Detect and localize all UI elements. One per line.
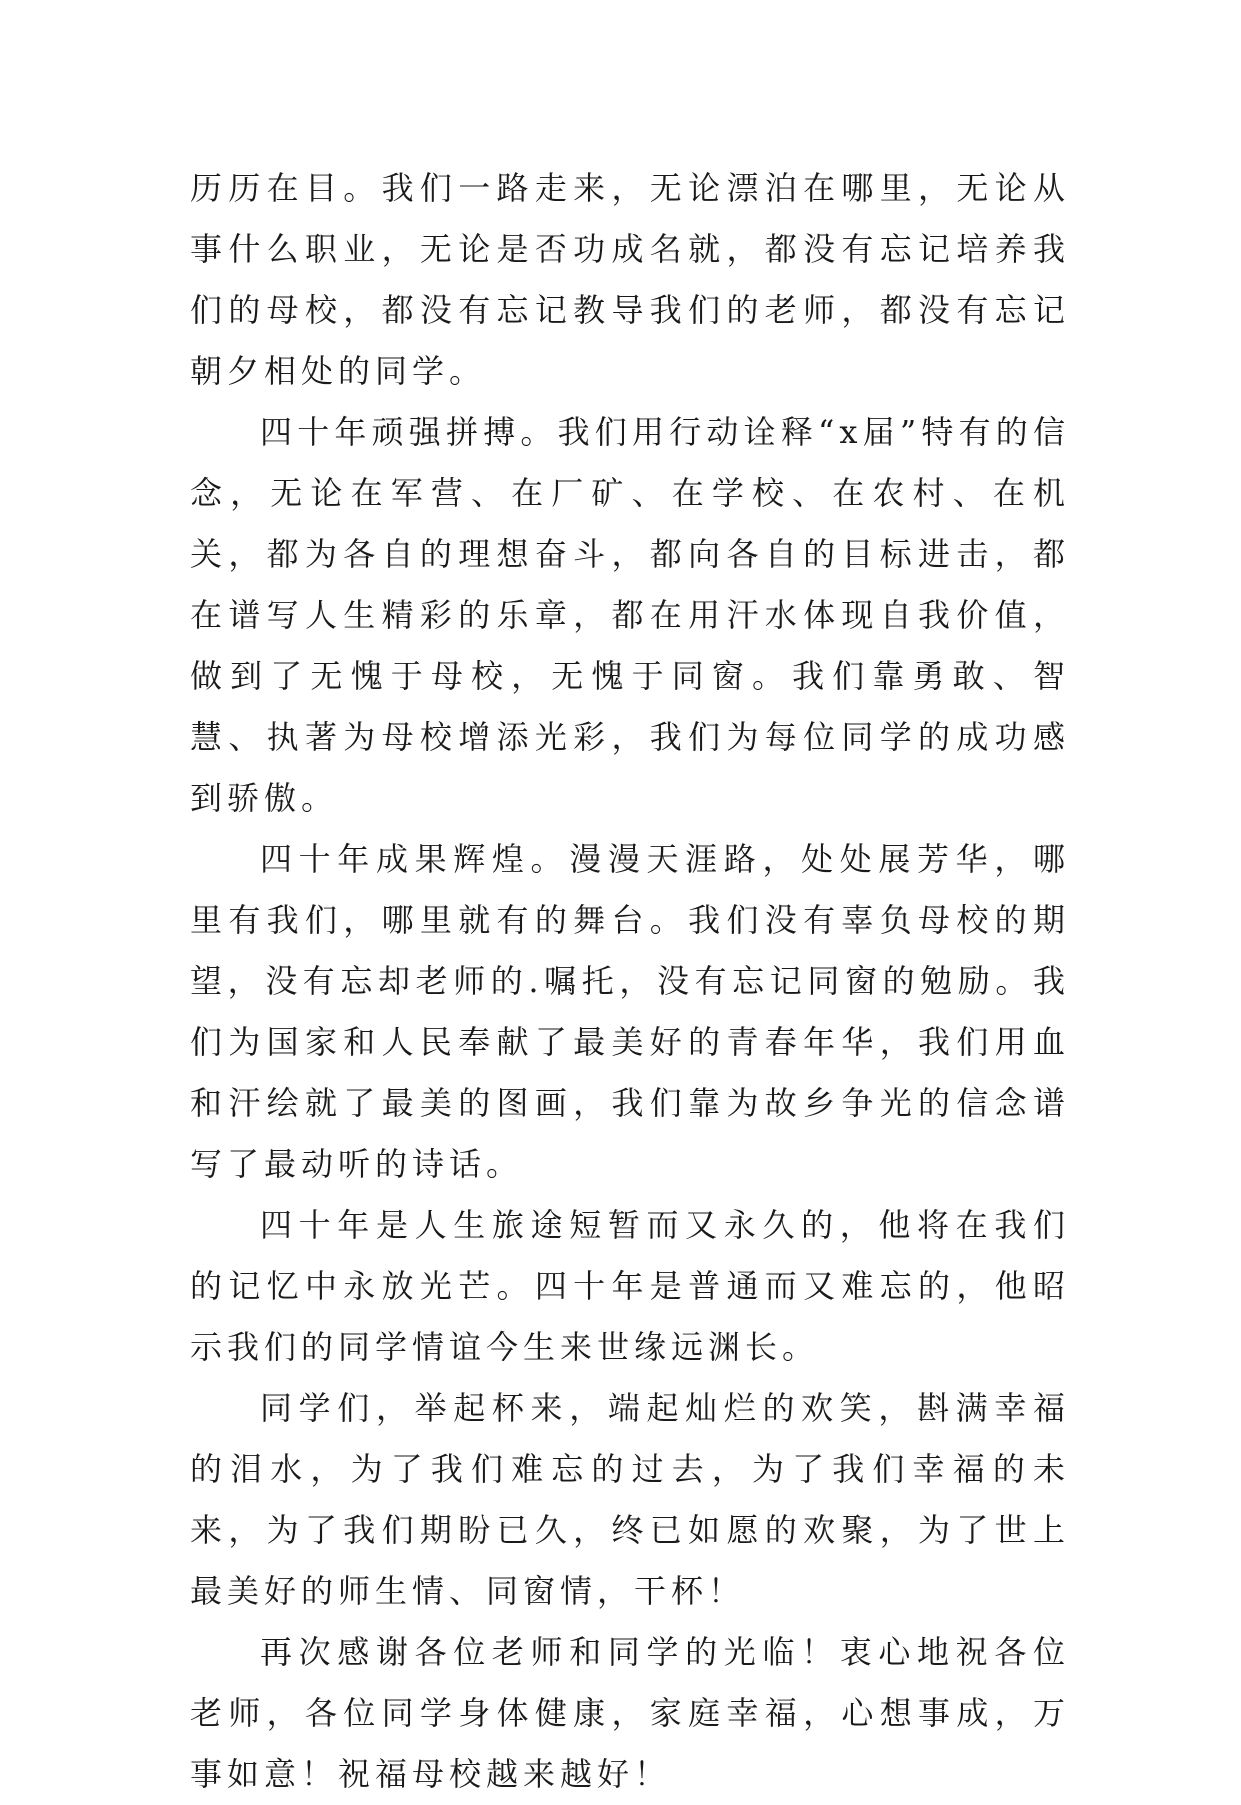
document-body — [190, 158, 1070, 1805]
paragraph-3: 四十年成果辉煌。漫漫天涯路，处处展芳华，哪里有我们，哪里就有的舞台。我们没有辜负母校的期望，没有忘却老师的.嘱托，没有忘记同窗的勉励。我们为国家和人民奉献了最美好的青春年华，我们用血和汗绘就了最美的图画，我们靠为故乡争光的信念谱写了最动听的诗话。 — [190, 840, 1070, 1183]
paragraph-5: 同学们，举起杯来，端起灿烂的欢笑，斟满幸福的泪水，为了我们难忘的过去，为了我们幸福的未来，为了我们期盼已久，终已如愿的欢聚，为了世上最美好的师生情、同窗情，干杯！ — [190, 1389, 1070, 1610]
paragraph-1: 历历在目。我们一路走来，无论漂泊在哪里，无论从事什么职业，无论是否功成名就，都没有忘记培养我们的母校，都没有忘记教导我们的老师，都没有忘记朝夕相处的同学。 — [190, 169, 1070, 390]
paragraph-6: 再次感谢各位老师和同学的光临！衷心地祝各位老师，各位同学身体健康，家庭幸福，心想事成，万事如意！祝福母校越来越好！ — [190, 1633, 1070, 1793]
paragraph-4: 四十年是人生旅途短暂而又永久的，他将在我们的记忆中永放光芒。四十年是普通而又难忘的，他昭示我们的同学情谊今生来世缘远渊长。 — [190, 1206, 1070, 1366]
paragraph-2: 四十年顽强拼搏。我们用行动诠释“x届”特有的信念，无论在军营、在厂矿、在学校、在农村、在机关，都为各自的理想奋斗，都向各自的目标进击，都在谱写人生精彩的乐章，都在用汗水体现自我价值，做到了无愧于母校，无愧于同窗。我们靠勇敢、智慧、执著为母校增添光彩，我们为每位同学的成功感到骄傲。 — [190, 413, 1070, 817]
